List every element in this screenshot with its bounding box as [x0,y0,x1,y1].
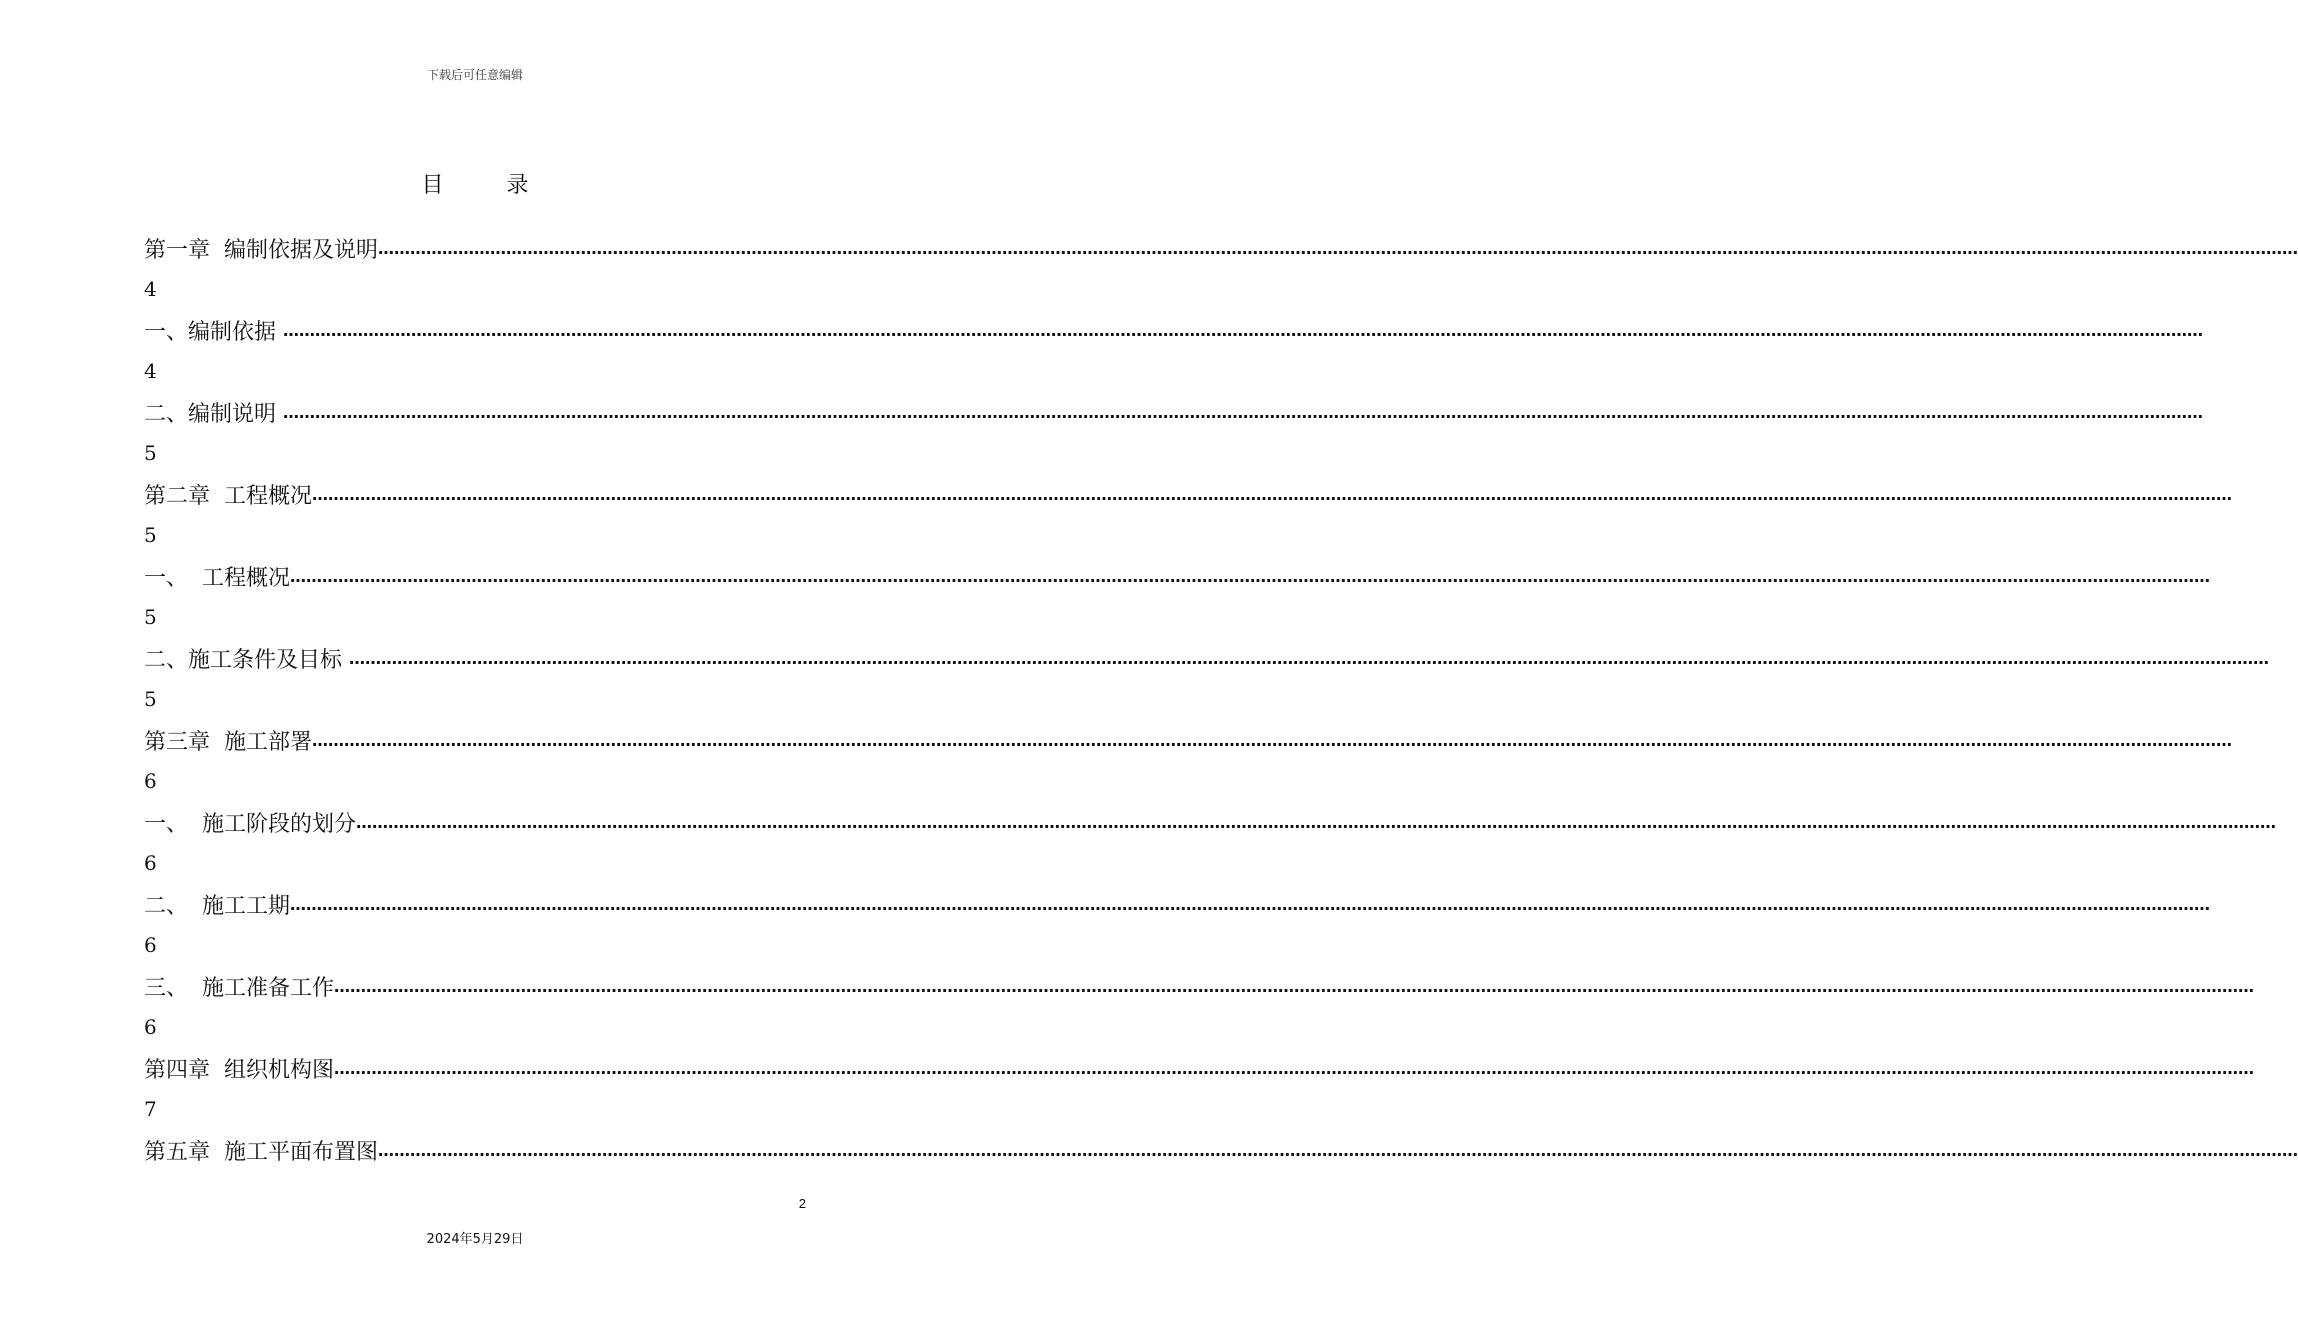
toc-leader-dots: ……………………………………………………………………………………………………………………………………………………………………………………………………………………………………………………………………………………………………………………………… [356,813,2276,832]
toc-entry-page: 7 [144,1097,157,1121]
toc-leader-dots: ……………………………………………………………………………………………………………………………………………………………………………………………………………………………………………………………………………………………………………………………… [290,567,2210,586]
toc-entry-page: 5 [144,523,157,547]
toc-line [144,556,2210,597]
header-note: 下载后可任意编辑 [426,68,523,82]
toc-line [144,392,2203,433]
toc-entry-page: 4 [144,277,157,301]
toc-entry-page: 5 [144,441,157,465]
toc-line [144,310,2203,351]
toc-entry-title: 三、 施工准备工作 [144,976,334,1001]
toc-entry [144,392,2203,474]
toc-title: 目 录 [421,173,557,198]
toc-leader-dots: ……………………………………………………………………………………………………………………………………………………………………………………………………………………………………………………………………………………………………………………………… [378,1141,2298,1160]
toc-entry-page: 5 [144,605,157,629]
toc-entry [144,556,2210,638]
toc-entry-title: 一、编制依据 [144,320,283,345]
toc-line [144,1048,2254,1089]
toc-entry-page: 5 [144,687,157,711]
toc-entry [144,474,2232,556]
toc-entry-title: 一、 工程概况 [144,566,290,591]
toc-line [144,802,2276,843]
toc-leader-dots: ……………………………………………………………………………………………………………………………………………………………………………………………………………………………………………………………………………………………………………………………… [334,1059,2254,1078]
toc-leader-dots: ……………………………………………………………………………………………………………………………………………………………………………………………………………………………………………………………………………………………………………………………… [334,977,2254,996]
toc-entry [144,1130,2298,1171]
toc-entry-page: 6 [144,769,157,793]
toc-entry-title: 第五章 施工平面布置图 [144,1140,378,1165]
toc-entry-title: 第一章 编制依据及说明 [144,238,378,263]
toc-leader-dots: ……………………………………………………………………………………………………………………………………………………………………………………………………………………………………………………………………………………………………………………………… [283,321,2203,340]
toc-line [144,638,2269,679]
toc-entry-page: 6 [144,851,157,875]
toc-entry-title: 第三章 施工部署 [144,730,312,755]
toc-leader-dots: ……………………………………………………………………………………………………………………………………………………………………………………………………………………………………………………………………………………………………………………………… [349,649,2269,668]
toc-entry-title: 二、编制说明 [144,402,283,427]
toc-line [144,966,2254,1007]
toc-line [144,474,2232,515]
toc-leader-dots: ……………………………………………………………………………………………………………………………………………………………………………………………………………………………………………………………………………………………………………………………… [312,485,2232,504]
toc-entry-page: 6 [144,933,157,957]
toc-leader-dots: ……………………………………………………………………………………………………………………………………………………………………………………………………………………………………………………………………………………………………………………………… [283,403,2203,422]
toc-leader-dots: ……………………………………………………………………………………………………………………………………………………………………………………………………………………………………………………………………………………………………………………………… [312,731,2232,750]
footer-date: 2024年5月29日 [426,1232,524,1247]
toc-line [144,228,2298,269]
toc-leader-dots: ……………………………………………………………………………………………………………………………………………………………………………………………………………………………………………………………………………………………………………………………… [290,895,2210,914]
toc-entry [144,1048,2254,1130]
toc-leader-dots: ……………………………………………………………………………………………………………………………………………………………………………………………………………………………………………………………………………………………………………………………… [378,239,2298,258]
toc-entry-title: 一、 施工阶段的划分 [144,812,356,837]
toc-entry-title: 二、 施工工期 [144,894,290,919]
toc-entry [144,966,2254,1048]
toc-entry-title: 二、施工条件及目标 [144,648,349,673]
toc-entry [144,228,2298,310]
toc-entry-title: 第二章 工程概况 [144,484,312,509]
toc-entry [144,310,2203,392]
toc-line [144,720,2232,761]
toc-entry-title: 第四章 组织机构图 [144,1058,334,1083]
toc-entry-page: 6 [144,1015,157,1039]
toc-line [144,1130,2298,1171]
toc-entry [144,802,2276,884]
page-number: 2 [798,1196,806,1211]
toc-entry [144,638,2269,720]
table-of-contents [144,228,2298,1171]
toc-entry [144,884,2210,966]
toc-entry-page: 4 [144,359,157,383]
toc-line [144,884,2210,925]
toc-entry [144,720,2232,802]
